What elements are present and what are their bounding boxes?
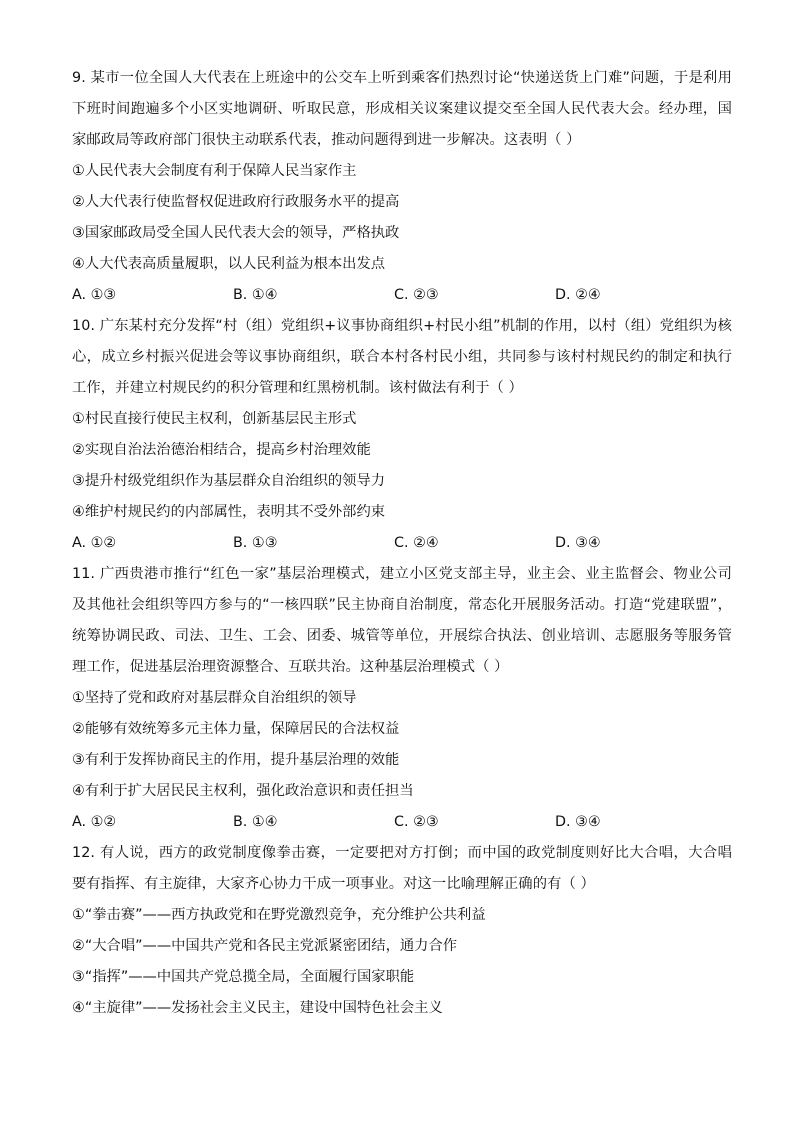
statement-option: ③有利于发挥协商民主的作用，提升基层治理的效能 [72, 752, 400, 768]
choice-b: B. ①④ [233, 814, 278, 830]
choice-a: A. ①③ [72, 287, 117, 303]
statement-option: ①人民代表大会制度有利于保障人民当家作主 [72, 163, 357, 179]
statement-option: ①坚持了党和政府对基层群众自治组织的领导 [72, 690, 357, 706]
question-stem: 10. 广东某村充分发挥“村（组）党组织+议事协商组织+村民小组”机制的作用，以村（组）党组织为核心，成立乡村振兴促进会等议事协商组织，联合本村各村民小组，共同参与该村村规民约的制定和执行工作，并建立村规民约的积分管理和红黑榜机制。该村做法有利于（ ） [72, 318, 732, 396]
question-stem: 9. 某市一位全国人大代表在上班途中的公交车上听到乘客们热烈讨论“快递送货上门难”问题，于是利用下班时间跑遍多个小区实地调研、听取民意，形成相关议案建议提交至全国人民代表大会。经办理，国家邮政局等政府部门很快主动联系代表，推动问题得到进一步解决。这表明（ ） [72, 70, 732, 148]
choice-c: C. ②③ [394, 287, 439, 303]
answer-choices [72, 280, 732, 311]
statement-option: ②实现自治法治德治相结合，提高乡村治理效能 [72, 442, 371, 458]
question-stem: 11. 广西贵港市推行“红色一家”基层治理模式，建立小区党支部主导，业主会、业主监督会、物业公司及其他社会组织等四方参与的“一核四联”民主协商自治制度，常态化开展服务活动。打造“党建联盟”，统筹协调民政、司法、卫生、工会、团委、城管等单位，开展综合执法、创业培训、志愿服务等服务管理工作，促进基层治理资源整合、互联共治。这种基层治理模式（ ） [72, 566, 732, 675]
choice-b: B. ①③ [233, 535, 278, 551]
statement-option: ④人大代表高质量履职，以人民利益为根本出发点 [72, 256, 386, 272]
choice-a: A. ①② [72, 535, 117, 551]
answer-choices [72, 528, 732, 559]
question-10 [72, 311, 732, 559]
statement-option: ②人大代表行使监督权促进政府行政服务水平的提高 [72, 194, 400, 210]
statement-option: ①“拳击赛”——西方执政党和在野党激烈竞争，充分维护公共利益 [72, 907, 486, 923]
statement-option: ③提升村级党组织作为基层群众自治组织的领导力 [72, 473, 386, 489]
statement-option: ③“指挥”——中国共产党总揽全局，全面履行国家职能 [72, 969, 415, 985]
choice-a: A. ①② [72, 814, 117, 830]
statement-option: ①村民直接行使民主权利，创新基层民主形式 [72, 411, 357, 427]
question-9 [72, 63, 732, 311]
choice-c: C. ②④ [394, 535, 439, 551]
statement-option: ③国家邮政局受全国人民代表大会的领导，严格执政 [72, 225, 400, 241]
statement-option: ②“大合唱”——中国共产党和各民主党派紧密团结，通力合作 [72, 938, 458, 954]
answer-choices [72, 807, 732, 838]
statement-option: ④维护村规民约的内部属性，表明其不受外部约束 [72, 504, 386, 520]
question-11 [72, 559, 732, 838]
question-stem: 12. 有人说，西方的政党制度像拳击赛，一定要把对方打倒；而中国的政党制度则好比大合唱，大合唱要有指挥、有主旋律，大家齐心协力干成一项事业。对这一比喻理解正确的有（ ） [72, 845, 732, 892]
statement-option: ④有利于扩大居民民主权利，强化政治意识和责任担当 [72, 783, 414, 799]
question-12 [72, 838, 732, 1024]
exam-page [72, 63, 732, 1024]
choice-d: D. ③④ [555, 814, 601, 830]
choice-d: D. ③④ [555, 535, 601, 551]
choice-d: D. ②④ [555, 287, 601, 303]
statement-option: ④“主旋律”——发扬社会主义民主，建设中国特色社会主义 [72, 1000, 443, 1016]
choice-b: B. ①④ [233, 287, 278, 303]
choice-c: C. ②③ [394, 814, 439, 830]
statement-option: ②能够有效统筹多元主体力量，保障居民的合法权益 [72, 721, 400, 737]
